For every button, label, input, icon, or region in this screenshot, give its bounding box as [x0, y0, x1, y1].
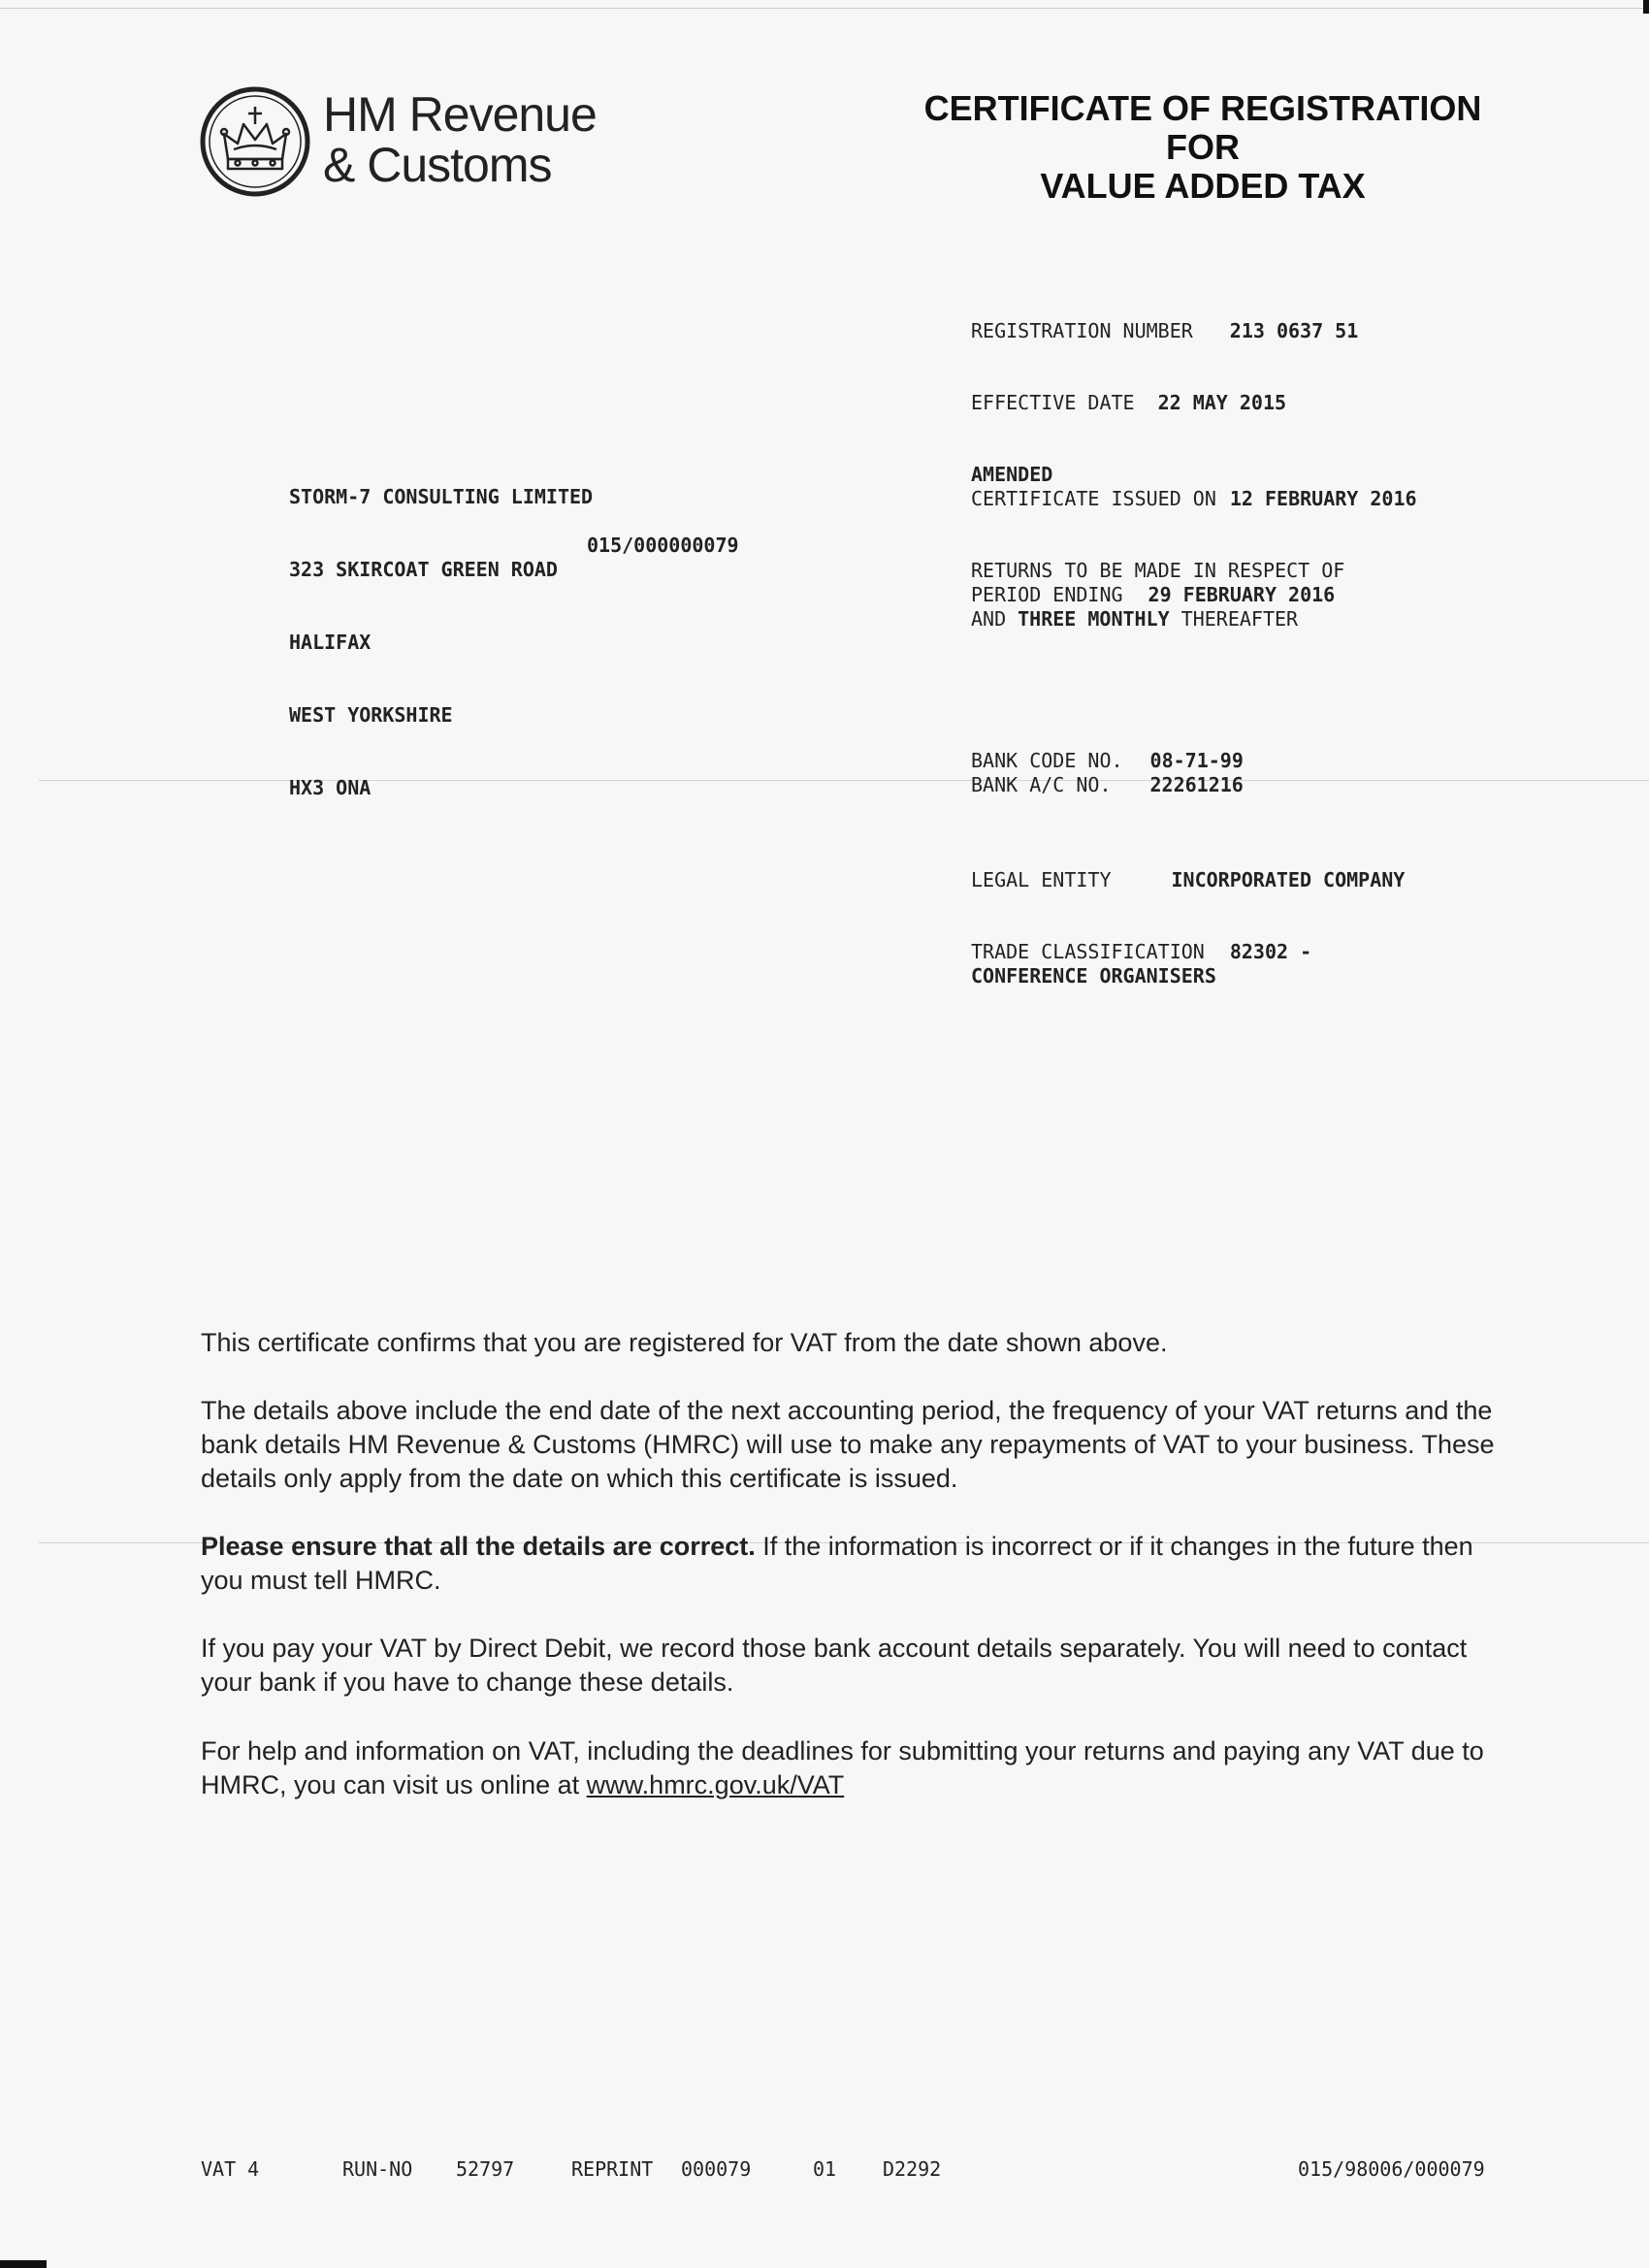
footer-reprint-value: 000079 [681, 2157, 752, 2181]
footer-sequence: 01 [813, 2157, 837, 2181]
logo-line-1: HM Revenue [323, 87, 597, 142]
legal-entity-label: LEGAL ENTITY [971, 868, 1112, 891]
certificate-title [805, 89, 1600, 206]
returns-line-1: RETURNS TO BE MADE IN RESPECT OF [971, 559, 1345, 582]
address-line: HALIFAX [289, 631, 372, 654]
footer-reprint-label: REPRINT [571, 2157, 654, 2181]
address-line: STORM-7 CONSULTING LIMITED [289, 485, 594, 508]
bank-code-label: BANK CODE NO. [971, 749, 1123, 772]
amended-label: AMENDED [971, 463, 1053, 486]
hmrc-logo [199, 85, 626, 202]
bank-account-row [971, 773, 1244, 797]
recipient-address [289, 437, 593, 825]
address-line: WEST YORKSHIRE [289, 703, 453, 727]
legal-entity-value: INCORPORATED COMPANY [1171, 868, 1406, 891]
crown-crest-icon [199, 85, 311, 198]
title-line-2: FOR [1166, 127, 1240, 167]
frequency-value: THREE MONTHLY [1018, 607, 1170, 631]
effective-date-row [971, 391, 1286, 415]
ensure-correct-text: If the information is incorrect or if it changes in the future then you must tell HMRC. [201, 1532, 1473, 1595]
footer-run-value: 52797 [456, 2157, 515, 2181]
trade-classification-row [971, 940, 1311, 964]
help-text: For help and information on VAT, including the deadlines for submitting your returns and paying any VAT due to HMRC, you can visit us online at [201, 1736, 1484, 1799]
certificate-issued-row [971, 487, 1417, 511]
thereafter-label: THEREAFTER [1180, 607, 1299, 631]
scan-edge-mark [1643, 0, 1649, 14]
paragraph-details: The details above include the end date of the next accounting period, the frequency of your VAT returns and the bank details HM Revenue & Customs (HMRC) will use to make any repayments of VAT to your business. These details only apply from the date on which this certificate is issued. [201, 1396, 1495, 1493]
trade-code: 82302 - [1229, 940, 1312, 963]
title-line-3: VALUE ADDED TAX [1040, 166, 1366, 206]
and-label: AND [971, 607, 1007, 631]
bank-code-row [971, 749, 1244, 773]
address-line: 323 SKIRCOAT GREEN ROAD [289, 558, 558, 581]
paragraph-direct-debit: If you pay your VAT by Direct Debit, we record those bank account details separately. You will need to contact your bank if you have to change these details. [201, 1634, 1468, 1697]
address-line: HX3 ONA [289, 776, 372, 799]
ensure-correct-emphasis: Please ensure that all the details are correct. [201, 1532, 756, 1561]
issued-value: 12 FEBRUARY 2016 [1229, 487, 1417, 510]
paragraph-help [201, 1734, 1510, 1802]
bank-account-label: BANK A/C NO. [971, 773, 1112, 796]
paragraph-confirmation: This certificate confirms that you are registered for VAT from the date shown above. [201, 1328, 1168, 1357]
trade-description: CONFERENCE ORGANISERS [971, 964, 1216, 988]
registration-number-row [971, 319, 1358, 343]
logo-line-2: & Customs [323, 138, 552, 192]
bank-account-value: 22261216 [1149, 773, 1244, 796]
hmrc-vat-link[interactable]: www.hmrc.gov.uk/VAT [586, 1770, 845, 1799]
legal-entity-row [971, 868, 1405, 892]
issued-label: CERTIFICATE ISSUED ON [971, 487, 1216, 510]
registration-value: 213 0637 51 [1229, 319, 1359, 342]
page-edge [0, 8, 1649, 9]
title-line-1: CERTIFICATE OF REGISTRATION [923, 88, 1482, 128]
effective-date-value: 22 MAY 2015 [1157, 391, 1287, 414]
fold-line [39, 780, 1649, 781]
trade-label: TRADE CLASSIFICATION [971, 940, 1205, 963]
registration-label: REGISTRATION NUMBER [971, 319, 1193, 342]
returns-frequency-row [971, 607, 1298, 632]
bank-code-value: 08-71-99 [1149, 749, 1244, 772]
footer-run-label: RUN-NO [342, 2157, 413, 2181]
address-reference: 015/000000079 [587, 534, 739, 557]
footer-form-code: VAT 4 [201, 2157, 260, 2181]
effective-date-label: EFFECTIVE DATE [971, 391, 1135, 414]
returns-period-row [971, 583, 1335, 607]
footer-reference: 015/98006/000079 [1298, 2157, 1485, 2181]
period-value: 29 FEBRUARY 2016 [1148, 583, 1336, 606]
footer-code: D2292 [883, 2157, 942, 2181]
scan-edge-mark [0, 2260, 47, 2268]
paragraph-ensure-correct [201, 1530, 1510, 1598]
period-label: PERIOD ENDING [971, 583, 1123, 606]
